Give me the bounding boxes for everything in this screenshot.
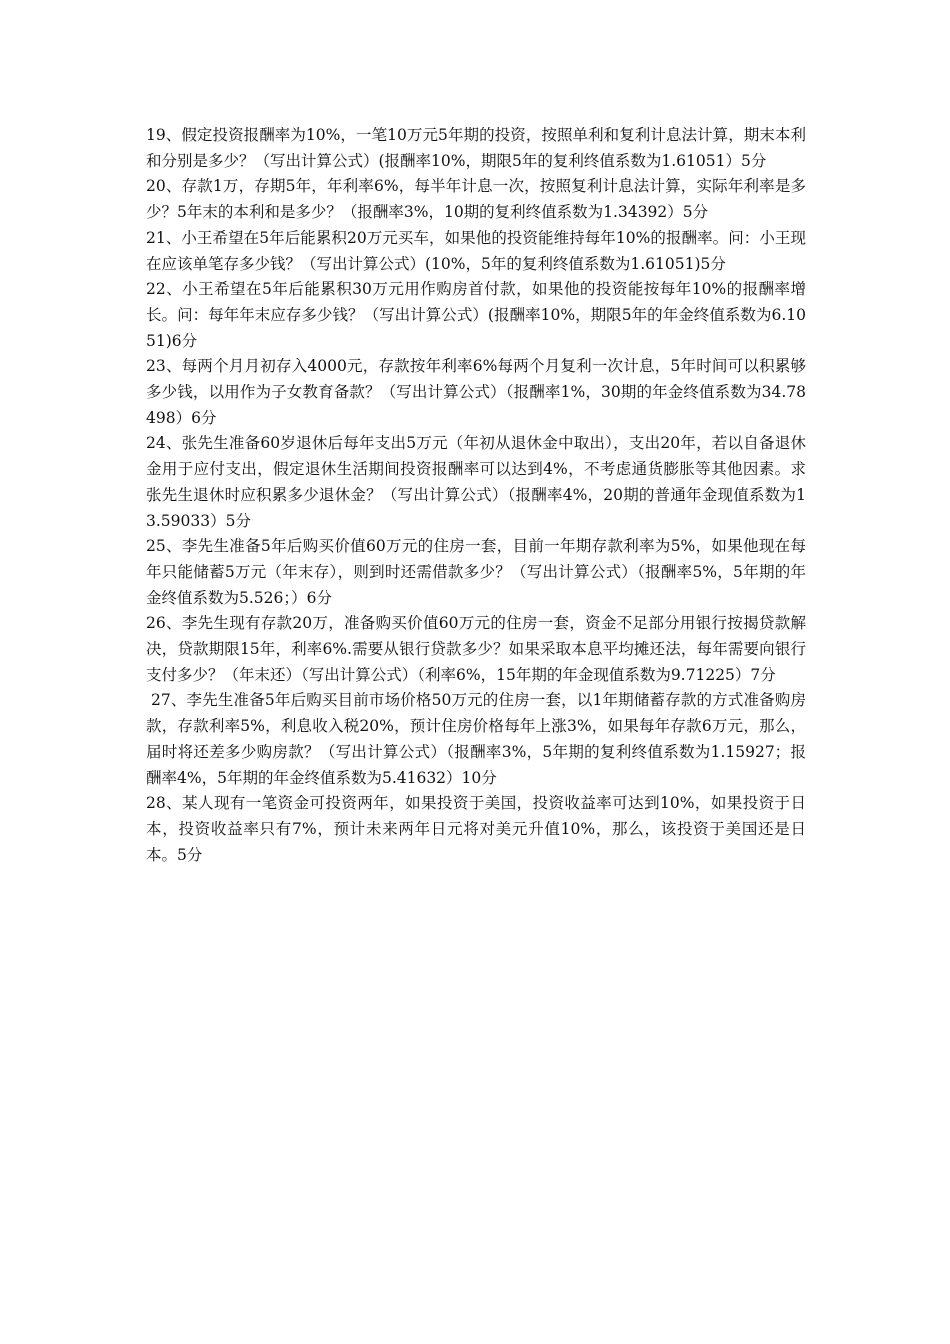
question-list	[146, 123, 806, 868]
question-21: 21、小王希望在5年后能累积20万元买车，如果他的投资能维持每年10%的报酬率。问：小王现在应该单笔存多少钱？（写出计算公式）(10%，5年的复利终值系数为1.61051)5分	[146, 228, 806, 273]
question-22: 22、小王希望在5年后能累积30万元用作购房首付款，如果他的投资能按每年10%的报酬率增长。问：每年年末应存多少钱？（写出计算公式）(报酬率10%，期限5年的年金终值系数为6.1051)6分	[146, 280, 806, 350]
question-20: 20、存款1万，存期5年，年利率6%，每半年计息一次，按照复利计息法计算，实际年利率是多少？5年末的本利和是多少？（报酬率3%，10期的复利终值系数为1.34392）5分	[146, 177, 806, 222]
question-26: 26、李先生现有存款20万，准备购买价值60万元的住房一套，资金不足部分用银行按揭贷款解决，贷款期限15年，利率6%.需要从银行贷款多少？如果采取本息平均摊还法，每年需要向银行支付多少？（年末还）（写出计算公式）（利率6%，15年期的年金现值系数为9.71225）7分	[146, 614, 806, 684]
question-28: 28、某人现有一笔资金可投资两年，如果投资于美国，投资收益率可达到10%，如果投资于日本，投资收益率只有7%，预计未来两年日元将对美元升值10%，那么，该投资于美国还是日本。5分	[146, 794, 806, 864]
question-27: 27、李先生准备5年后购买目前市场价格50万元的住房一套，以1年期储蓄存款的方式准备购房款，存款利率5%，利息收入税20%，预计住房价格每年上涨3%，如果每年存款6万元，那么，届时将还差多少购房款？（写出计算公式）（报酬率3%，5年期的复利终值系数为1.15927；报酬率4%，5年期的年金终值系数为5.41632）10分	[146, 691, 806, 787]
question-24: 24、张先生准备60岁退休后每年支出5万元（年初从退休金中取出），支出20年，若以自备退休金用于应付支出，假定退休生活期间投资报酬率可以达到4%，不考虑通货膨胀等其他因素。求张先生退休时应积累多少退休金？（写出计算公式）（报酬率4%，20期的普通年金现值系数为13.59033）5分	[146, 434, 806, 530]
question-23: 23、每两个月月初存入4000元，存款按年利率6%每两个月复利一次计息，5年时间可以积累够多少钱，以用作为子女教育备款？（写出计算公式）（报酬率1%，30期的年金终值系数为34.78498）6分	[146, 357, 806, 427]
question-19: 19、假定投资报酬率为10%，一笔10万元5年期的投资，按照单利和复利计息法计算，期末本利和分别是多少？（写出计算公式）(报酬率10%，期限5年的复利终值系数为1.61051）5分	[146, 126, 806, 170]
question-25: 25、李先生准备5年后购买价值60万元的住房一套，目前一年期存款利率为5%，如果他现在每年只能储蓄5万元（年末存），则到时还需借款多少？（写出计算公式）（报酬率5%，5年期的年金终值系数为5.526；）6分	[146, 537, 806, 607]
